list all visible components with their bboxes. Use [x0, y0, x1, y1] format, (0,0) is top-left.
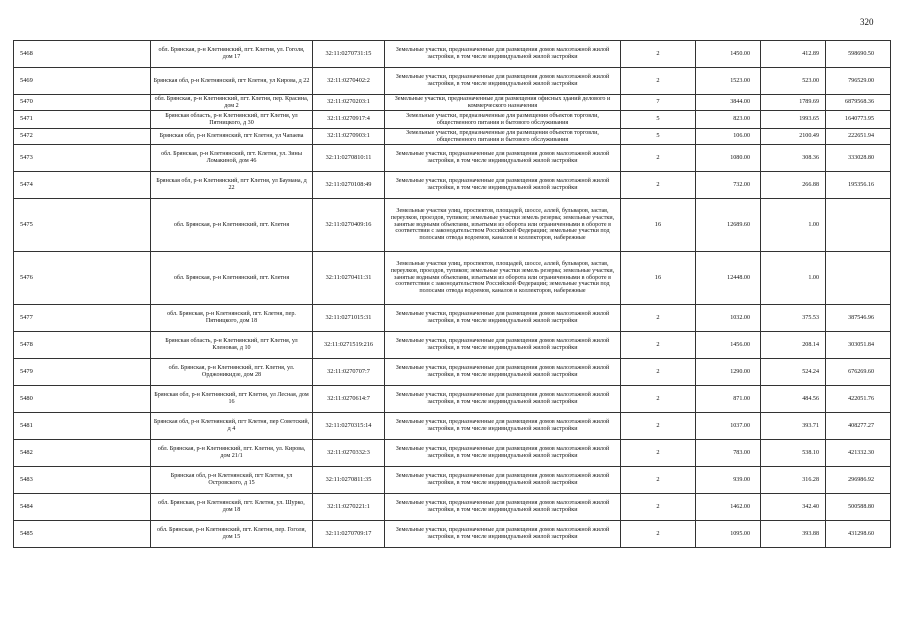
table-row [14, 359, 891, 386]
cadastral-cost-cell: 796529.00 [826, 68, 891, 95]
cadastral-cost-cell [826, 199, 891, 252]
cadastral-cost-cell: 6879568.36 [826, 95, 891, 111]
group-number-cell: 2 [621, 172, 696, 199]
cadastral-cost-cell: 195356.16 [826, 172, 891, 199]
area-cell: 106.00 [696, 129, 761, 145]
specific-value-cell: 1993.65 [761, 111, 826, 129]
group-number-cell: 16 [621, 199, 696, 252]
table-row [14, 41, 891, 68]
area-cell: 1523.00 [696, 68, 761, 95]
land-use-cell: Земельные участки улиц, проспектов, площадей, шоссе, аллей, бульваров, застав, переулков, проездов, тупиков; земельные участки земель резерва; земельные участки, занятые водными объектами, изъятыми из оборота или ограниченными в обороте в соответствии с законодательством Российской Федерации; земельные участки под полосами отвода водоемов, каналов и коллекторов, набережные [385, 199, 621, 252]
address-cell: Брянская обл, р-н Клетнянский, пгт Клетня, пер Советский, д 4 [151, 413, 313, 440]
table-row [14, 95, 891, 111]
row-number: 5482 [14, 440, 151, 467]
specific-value-cell: 393.71 [761, 413, 826, 440]
table-row [14, 111, 891, 129]
cadastral-number-cell: 32:11:0271015:31 [313, 305, 385, 332]
land-use-cell: Земельные участки, предназначенные для размещения домов малоэтажной жилой застройки, в том числе индивидуальной жилой застройки [385, 521, 621, 548]
table-row [14, 332, 891, 359]
cadastral-number-cell: 32:11:0270402:2 [313, 68, 385, 95]
group-number-cell: 2 [621, 440, 696, 467]
row-number: 5472 [14, 129, 151, 145]
cadastral-cost-cell: 676269.60 [826, 359, 891, 386]
specific-value-cell: 375.53 [761, 305, 826, 332]
land-use-cell: Земельные участки, предназначенные для размещения домов малоэтажной жилой застройки, в том числе индивидуальной жилой застройки [385, 305, 621, 332]
row-number: 5481 [14, 413, 151, 440]
address-cell: Брянская обл, р-н Клетнянский, пгт Клетня, ул Лесная, дом 16 [151, 386, 313, 413]
group-number-cell: 2 [621, 413, 696, 440]
cadastral-number-cell: 32:11:0270315:14 [313, 413, 385, 440]
specific-value-cell: 523.00 [761, 68, 826, 95]
address-cell: обл. Брянская, р-н Клетнянский, пгт. Клетня [151, 199, 313, 252]
address-cell: обл. Брянская, р-н Клетнянский, пгт. Клетня, ул. Зины Ломакиной, дом 46 [151, 145, 313, 172]
row-number: 5473 [14, 145, 151, 172]
area-cell: 732.00 [696, 172, 761, 199]
land-use-cell: Земельные участки, предназначенные для размещения объектов торговли, общественного питания и бытового обслуживания [385, 111, 621, 129]
cadastral-cost-cell: 421332.30 [826, 440, 891, 467]
land-use-cell: Земельные участки, предназначенные для размещения домов малоэтажной жилой застройки, в том числе индивидуальной жилой застройки [385, 467, 621, 494]
cadastral-cost-cell: 222651.94 [826, 129, 891, 145]
area-cell: 1462.00 [696, 494, 761, 521]
row-number: 5469 [14, 68, 151, 95]
row-number: 5485 [14, 521, 151, 548]
area-cell: 783.00 [696, 440, 761, 467]
cadastral-number-cell: 32:11:0270221:1 [313, 494, 385, 521]
land-use-cell: Земельные участки, предназначенные для размещения домов малоэтажной жилой застройки, в том числе индивидуальной жилой застройки [385, 68, 621, 95]
land-use-cell: Земельные участки улиц, проспектов, площадей, шоссе, аллей, бульваров, застав, переулков, проездов, тупиков; земельные участки земель резерва; земельные участки, занятые водными объектами, изъятыми из оборота или ограниченными в обороте в соответствии с законодательством Российской Федерации; земельные участки под полосами отвода водоемов, каналов и коллекторов, набережные [385, 252, 621, 305]
land-use-cell: Земельные участки, предназначенные для размещения домов малоэтажной жилой застройки, в том числе индивидуальной жилой застройки [385, 41, 621, 68]
specific-value-cell: 266.88 [761, 172, 826, 199]
specific-value-cell: 342.40 [761, 494, 826, 521]
table-row [14, 521, 891, 548]
group-number-cell: 5 [621, 129, 696, 145]
address-cell: Брянская область, р-н Клетнянский, пгт Клетня, ул Пятницкого, д 30 [151, 111, 313, 129]
land-use-cell: Земельные участки, предназначенные для размещения домов малоэтажной жилой застройки, в том числе индивидуальной жилой застройки [385, 413, 621, 440]
address-cell: обл. Брянская, р-н Клетнянский, пгт. Клетня, ул. Орджоникидзе, дом 28 [151, 359, 313, 386]
specific-value-cell: 484.56 [761, 386, 826, 413]
address-cell: Брянская область, р-н Клетнянский, пгт Клетня, ул Кленовая, д 10 [151, 332, 313, 359]
land-use-cell: Земельные участки, предназначенные для размещения домов малоэтажной жилой застройки, в том числе индивидуальной жилой застройки [385, 440, 621, 467]
land-use-cell: Земельные участки, предназначенные для размещения домов малоэтажной жилой застройки, в том числе индивидуальной жилой застройки [385, 359, 621, 386]
group-number-cell: 5 [621, 111, 696, 129]
area-cell: 1095.00 [696, 521, 761, 548]
row-number: 5476 [14, 252, 151, 305]
row-number: 5471 [14, 111, 151, 129]
address-cell: обл. Брянская, р-н Клетнянский, пгт. Клетня, пер. Пятницкого, дом 18 [151, 305, 313, 332]
group-number-cell: 2 [621, 41, 696, 68]
group-number-cell: 2 [621, 359, 696, 386]
row-number: 5478 [14, 332, 151, 359]
cadastral-cost-cell: 303051.84 [826, 332, 891, 359]
table-row [14, 172, 891, 199]
address-cell: Брянская обл, р-н Клетнянский, пгт Клетня, ул Кирова, д 22 [151, 68, 313, 95]
group-number-cell: 2 [621, 68, 696, 95]
specific-value-cell: 2100.49 [761, 129, 826, 145]
table-row [14, 68, 891, 95]
cadastral-number-cell: 32:11:0270614:7 [313, 386, 385, 413]
group-number-cell: 2 [621, 467, 696, 494]
group-number-cell: 2 [621, 386, 696, 413]
row-number: 5470 [14, 95, 151, 111]
cadastral-cost-cell: 431298.60 [826, 521, 891, 548]
group-number-cell: 2 [621, 332, 696, 359]
land-use-cell: Земельные участки, предназначенные для размещения домов малоэтажной жилой застройки, в том числе индивидуальной жилой застройки [385, 145, 621, 172]
table-row [14, 252, 891, 305]
area-cell: 1456.00 [696, 332, 761, 359]
row-number: 5480 [14, 386, 151, 413]
area-cell: 1080.00 [696, 145, 761, 172]
specific-value-cell: 316.28 [761, 467, 826, 494]
specific-value-cell: 1789.69 [761, 95, 826, 111]
cadastral-number-cell: 32:11:0271519:216 [313, 332, 385, 359]
land-use-cell: Земельные участки, предназначенные для размещения офисных зданий делового и коммерческого назначения [385, 95, 621, 111]
area-cell: 3844.00 [696, 95, 761, 111]
row-number: 5468 [14, 41, 151, 68]
address-cell: обл. Брянская, р-н Клетнянский, пгт. Клетня, пер. Красина, дом 2 [151, 95, 313, 111]
specific-value-cell: 393.88 [761, 521, 826, 548]
row-number: 5475 [14, 199, 151, 252]
cadastral-cost-cell: 500588.80 [826, 494, 891, 521]
cadastral-number-cell: 32:11:0270811:35 [313, 467, 385, 494]
group-number-cell: 7 [621, 95, 696, 111]
cadastral-cost-cell [826, 252, 891, 305]
table-row [14, 440, 891, 467]
area-cell: 12448.00 [696, 252, 761, 305]
table-row [14, 129, 891, 145]
group-number-cell: 16 [621, 252, 696, 305]
group-number-cell: 2 [621, 145, 696, 172]
area-cell: 1450.00 [696, 41, 761, 68]
cadastral-number-cell: 32:11:0270731:15 [313, 41, 385, 68]
land-use-cell: Земельные участки, предназначенные для размещения домов малоэтажной жилой застройки, в том числе индивидуальной жилой застройки [385, 172, 621, 199]
cadastral-cost-cell: 333028.80 [826, 145, 891, 172]
area-cell: 939.00 [696, 467, 761, 494]
specific-value-cell: 308.36 [761, 145, 826, 172]
row-number: 5484 [14, 494, 151, 521]
table-row [14, 494, 891, 521]
cadastral-number-cell: 32:11:0270917:4 [313, 111, 385, 129]
table-row [14, 413, 891, 440]
cadastral-cost-cell: 598690.50 [826, 41, 891, 68]
table-row [14, 199, 891, 252]
row-number: 5479 [14, 359, 151, 386]
address-cell: обл. Брянская, р-н Клетнянский, пгт. Клетня, ул. Шурко, дом 18 [151, 494, 313, 521]
cadastral-number-cell: 32:11:0270810:11 [313, 145, 385, 172]
address-cell: Брянская обл, р-н Клетнянский, пгт Клетня, ул Чапаева [151, 129, 313, 145]
row-number: 5477 [14, 305, 151, 332]
cadastral-value-table [13, 40, 891, 548]
address-cell: обл. Брянская, р-н Клетнянский, пгт. Клетня, ул. Кирова, дом 21/1 [151, 440, 313, 467]
address-cell: Брянская обл, р-н Клетнянский, пгт Клетня, ул Островского, д 15 [151, 467, 313, 494]
cadastral-cost-cell: 422051.76 [826, 386, 891, 413]
cadastral-number-cell: 32:11:0270707:7 [313, 359, 385, 386]
address-cell: обл. Брянская, р-н Клетнянский, пгт. Клетня [151, 252, 313, 305]
cadastral-number-cell: 32:11:0270411:31 [313, 252, 385, 305]
land-use-cell: Земельные участки, предназначенные для размещения домов малоэтажной жилой застройки, в том числе индивидуальной жилой застройки [385, 494, 621, 521]
group-number-cell: 2 [621, 494, 696, 521]
area-cell: 1032.00 [696, 305, 761, 332]
cadastral-number-cell: 32:11:0270108:49 [313, 172, 385, 199]
area-cell: 823.00 [696, 111, 761, 129]
land-use-cell: Земельные участки, предназначенные для размещения домов малоэтажной жилой застройки, в том числе индивидуальной жилой застройки [385, 386, 621, 413]
specific-value-cell: 524.24 [761, 359, 826, 386]
land-use-cell: Земельные участки, предназначенные для размещения объектов торговли, общественного питания и бытового обслуживания [385, 129, 621, 145]
cadastral-cost-cell: 1640773.95 [826, 111, 891, 129]
area-cell: 871.00 [696, 386, 761, 413]
cadastral-cost-cell: 408277.27 [826, 413, 891, 440]
specific-value-cell: 412.89 [761, 41, 826, 68]
specific-value-cell: 208.14 [761, 332, 826, 359]
page-number: 320 [860, 17, 874, 27]
area-cell: 12689.60 [696, 199, 761, 252]
table-row [14, 145, 891, 172]
group-number-cell: 2 [621, 305, 696, 332]
cadastral-number-cell: 32:11:0270709:17 [313, 521, 385, 548]
table-row [14, 305, 891, 332]
group-number-cell: 2 [621, 521, 696, 548]
cadastral-number-cell: 32:11:0270903:1 [313, 129, 385, 145]
area-cell: 1290.00 [696, 359, 761, 386]
land-use-cell: Земельные участки, предназначенные для размещения домов малоэтажной жилой застройки, в том числе индивидуальной жилой застройки [385, 332, 621, 359]
table-body [14, 41, 891, 548]
specific-value-cell: 1.00 [761, 252, 826, 305]
cadastral-number-cell: 32:11:0270332:3 [313, 440, 385, 467]
cadastral-cost-cell: 387546.96 [826, 305, 891, 332]
address-cell: обл. Брянская, р-н Клетнянский, пгт. Клетня, ул. Гоголя, дом 17 [151, 41, 313, 68]
specific-value-cell: 1.00 [761, 199, 826, 252]
address-cell: Брянская обл, р-н Клетнянский, пгт Клетня, ул Баумана, д 22 [151, 172, 313, 199]
cadastral-number-cell: 32:11:0270203:1 [313, 95, 385, 111]
table-row [14, 467, 891, 494]
cadastral-number-cell: 32:11:0270409:16 [313, 199, 385, 252]
row-number: 5474 [14, 172, 151, 199]
address-cell: обл. Брянская, р-н Клетнянский, пгт. Клетня, пер. Гоголя, дом 15 [151, 521, 313, 548]
row-number: 5483 [14, 467, 151, 494]
table-row [14, 386, 891, 413]
specific-value-cell: 538.10 [761, 440, 826, 467]
cadastral-cost-cell: 296986.92 [826, 467, 891, 494]
area-cell: 1037.00 [696, 413, 761, 440]
